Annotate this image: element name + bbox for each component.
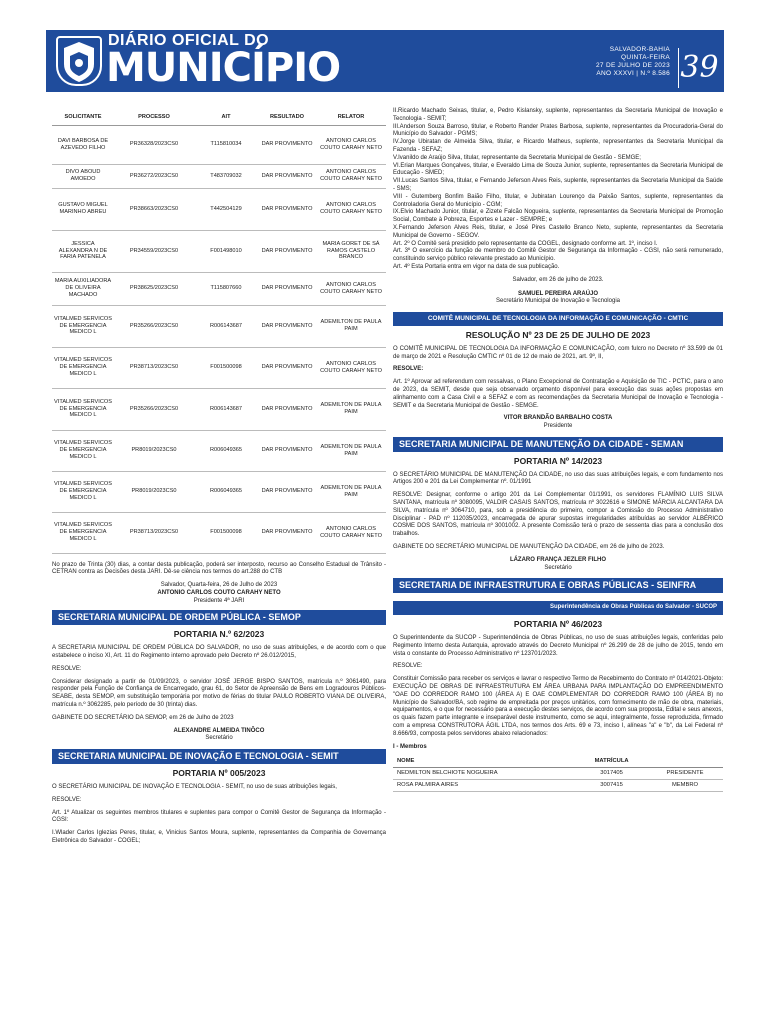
table-cell: PR38713/2023CS0 [114, 347, 194, 388]
table-cell: PR38713/2023CS0 [114, 512, 194, 553]
semop-intro: A SECRETARIA MUNICIPAL DE ORDEM PÚBLICA DO SALVADOR, no uso de suas atribuições, e de acordo com o que estabelece o inciso XI, Art. 11 do Regimento interno aprovado pelo Decreto nº 26.012/2015, [52, 645, 386, 660]
cmtic-resolve: RESOLVE: [393, 366, 424, 373]
table-cell: T442504129 [194, 188, 258, 230]
table-cell: DAR PROVIMENTO [258, 430, 316, 471]
table-cell: ANTONIO CARLOS COUTO CARAHY NETO [316, 347, 386, 388]
table-cell: R006049365 [194, 430, 258, 471]
table-cell: PR8019/2023CS0 [114, 471, 194, 512]
cmtic-resolution-title: RESOLUÇÃO Nº 23 DE 25 DE JULHO DE 2023 [465, 329, 651, 340]
semit-member-items [393, 108, 723, 241]
table-row [52, 164, 386, 188]
masthead-top-title: DIÁRIO OFICIAL DO [108, 32, 270, 49]
table-cell: R006049365 [194, 471, 258, 512]
jari-column-header: RESULTADO [258, 110, 316, 125]
members-label: I - Membros [393, 743, 427, 750]
table-cell: DAR PROVIMENTO [258, 347, 316, 388]
table-row [52, 512, 386, 553]
semit-role: Secretário Municipal de Inovação e Tecnologia [496, 298, 620, 305]
semit-intro: O SECRETÁRIO MUNICIPAL DE INOVAÇÃO E TECNOLOGIA - SEMIT, no uso de suas atribuições legais, [52, 784, 337, 791]
table-cell: PR36328/2023CS0 [114, 125, 194, 164]
members-column-header: MATRÍCULA [576, 756, 647, 768]
seman-section-bar: SECRETARIA MUNICIPAL DE MANUTENÇÃO DA CIDADE - SEMAN [393, 437, 723, 452]
table-cell: VITALMED SERVICOS DE EMERGENCIA MEDICO L [52, 512, 114, 553]
table-cell: DAR PROVIMENTO [258, 471, 316, 512]
table-cell: ANTONIO CARLOS COUTO CARAHY NETO [316, 188, 386, 230]
table-cell: MARIA AUXILIADORA DE OLIVEIRA MACHADO [52, 272, 114, 305]
semop-place: GABINETE DO SECRETÁRIO DA SEMOP, em 26 de Julho de 2023 [52, 714, 234, 721]
seman-intro: O SECRETÁRIO MUNICIPAL DE MANUTENÇÃO DA CIDADE, no uso das suas atribuições legais, e com fundamento nos Artigos 200 e 201 da Lei Complementar nº. 01/1991 [393, 471, 723, 486]
table-cell: R006143687 [194, 305, 258, 347]
city-coat-of-arms-icon [56, 36, 102, 86]
table-cell: ADEMILTON DE PAULA PAIM [316, 430, 386, 471]
table-cell: ADEMILTON DE PAULA PAIM [316, 471, 386, 512]
table-cell: DIVO ABOUD AMOEDO [52, 164, 114, 188]
table-cell: VITALMED SERVICOS DE EMERGENCIA MEDICO L [52, 471, 114, 512]
jari-signer: ANTONIO CARLOS COUTO CARAHY NETO [157, 589, 281, 596]
table-cell: ANTONIO CARLOS COUTO CARAHY NETO [316, 125, 386, 164]
semit-article-3: Art. 3º O exercício da função de membro do Comitê Gestor de Segurança da Informação - CGSI, não será remunerado, constituindo serviço público relevante prestado ao Município. [393, 248, 723, 263]
jari-column-header: PROCESSO [114, 110, 194, 125]
seman-signer: LÁZARO FRANÇA JEZLER FILHO [509, 556, 607, 563]
jari-place-date: Salvador, Quarta-feira, 26 de Julho de 2023 [160, 582, 278, 589]
members-column-header [647, 756, 723, 768]
table-row [52, 188, 386, 230]
jari-results-table [52, 110, 386, 554]
list-item: X.Fernando Jeferson Alves Reis, titular, e José Pires Castello Branco Neto, suplente, representantes da Secretaria Municipal de Governo - SEGOV. [393, 224, 723, 239]
table-cell: VITALMED SERVICOS DE EMERGENCIA MEDICO L [52, 347, 114, 388]
table-cell: F001498010 [194, 230, 258, 272]
list-item: VIII - Gutemberg Bonfim Baião Filho, titular, e Jubiratan Lourenço da Paixão Santos, suplente, representantes da Controladoria Geral do Município - CGM; [393, 193, 723, 208]
table-cell: PR38625/2023CS0 [114, 272, 194, 305]
right-column [393, 108, 723, 792]
table-cell: DAVI BARBOSA DE AZEVEDO FILHO [52, 125, 114, 164]
list-item: VI.Erian Marques Gonçalves, titular, e Everaldo Lima de Souza Junior, suplente, representantes da Secretaria Municipal de Educação - SMED; [393, 162, 723, 177]
table-cell: ANTONIO CARLOS COUTO CARAHY NETO [316, 272, 386, 305]
jari-column-header: RELATOR [316, 110, 386, 125]
jari-column-header: AIT [194, 110, 258, 125]
table-row [52, 305, 386, 347]
table-row [393, 768, 723, 780]
page-number: 39 [678, 48, 720, 88]
cmtic-intro: O COMITÊ MUNICIPAL DE TECNOLOGIA DA INFORMAÇÃO E COMUNICAÇÃO, com fulcro no Decreto nº 33.599 de 01 de março de 2021 e Resolução CMTIC nº 01 de 12 de maio de 2021, art. 9º, II, [393, 345, 723, 360]
table-cell: DAR PROVIMENTO [258, 272, 316, 305]
semit-article-4: Art. 4º Esta Portaria entra em vigor na data de sua publicação. [393, 263, 560, 270]
semop-portaria-title: PORTARIA N.º 62/2023 [173, 629, 265, 640]
semop-role: Secretário [205, 735, 233, 742]
sucop-subsection-bar: Superintendência de Obras Públicas do Salvador - SUCOP [393, 601, 723, 615]
members-column-header: NOME [393, 756, 576, 768]
jari-column-header: SOLICITANTE [52, 110, 114, 125]
seman-portaria-title: PORTARIA Nº 14/2023 [513, 455, 603, 466]
semit-article-2: Art. 2º O Comitê será presidido pelo representante da COGEL, designado conforme art. 1º, inciso I. [393, 240, 658, 247]
table-cell: ANTONIO CARLOS COUTO CARAHY NETO [316, 164, 386, 188]
table-cell: JESSICA ALEXANDRA N DE FARIA PATENELA [52, 230, 114, 272]
table-cell: PR36272/2023CS0 [114, 164, 194, 188]
edition-number: ANO XXXVI | N.º 8.586 [596, 70, 670, 77]
table-cell: DAR PROVIMENTO [258, 305, 316, 347]
table-cell: DAR PROVIMENTO [258, 230, 316, 272]
table-cell: PR34559/2023CS0 [114, 230, 194, 272]
table-cell: PRESIDENTE [647, 768, 723, 780]
table-cell: PR8019/2023CS0 [114, 430, 194, 471]
list-item: V.Ivanildo de Araújo Silva, titular, representante da Secretaria Municipal de Gestão - SEMGE; [393, 154, 641, 161]
semit-portaria-title: PORTARIA Nº 005/2023 [172, 768, 266, 779]
jari-notice: No prazo de Trinta (30) dias, a contar desta publicação, poderá ser interposto, recurso ao Conselho Estadual de Trânsito - CETRAN contra as Decisões desta JARI. Dê-se ciência nos termos do art.288 do CTB [52, 561, 386, 576]
table-cell: T115810034 [194, 125, 258, 164]
jari-table-header [52, 110, 386, 125]
table-row [52, 347, 386, 388]
cmtic-role: Presidente [543, 423, 573, 430]
table-cell: DAR PROVIMENTO [258, 164, 316, 188]
semit-item-1: I.Wlader Carlos Iglezias Peres, titular, e, Vinicius Santos Moura, suplente, representantes da Companhia de Governança Eletrônica do Salvador - COGEL; [52, 830, 386, 845]
edition-info [596, 46, 670, 78]
left-column [52, 110, 386, 851]
list-item: VII.Lucas Santos Silva, titular, e Fernando Jeferson Alves Reis, suplente, representantes da Secretaria Municipal da Saúde - SMS; [393, 178, 723, 192]
table-cell: F001500098 [194, 347, 258, 388]
edition-date: 27 DE JULHO DE 2023 [596, 62, 670, 69]
semit-section-bar: SECRETARIA MUNICIPAL DE INOVAÇÃO E TECNOLOGIA - SEMIT [52, 749, 386, 764]
members-table [393, 756, 723, 792]
table-cell: MEMBRO [647, 780, 723, 792]
edition-city: SALVADOR-BAHIA [609, 46, 670, 53]
cmtic-article-1: Art. 1º Aprovar ad referendum com ressalvas, o Plano Excepcional de Contratação e Aquisição de TIC - PCTIC, para o ano de 2023, da SEMIT, desde que seja observado orçamento disponível para execução das suas ações propostas em alinhamento com a Casa Civil e a SEFAZ e com as recomendações da Secretaria Municipal de Inovação e Tecnologia - SEMIT e da Secretaria Municipal de Gestão - SEMGE. [393, 379, 723, 409]
list-item: IX.Elvio Machado Junior, titular, e Zizete Falcão Nogueira, suplente, representantes da Secretaria Municipal de Promoção Social, Combate à Pobreza, Esportes e Lazer - SEMPRE; e [393, 209, 723, 224]
table-cell: ADEMILTON DE PAULA PAIM [316, 305, 386, 347]
table-row [52, 388, 386, 430]
table-cell: T483709032 [194, 164, 258, 188]
semit-article-1: Art. 1º Atualizar os seguintes membros titulares e suplentes para compor o Comitê Gestor de Segurança da Informação - CGSI: [52, 809, 386, 824]
table-cell: 3017405 [576, 768, 647, 780]
table-cell: DAR PROVIMENTO [258, 188, 316, 230]
table-row [393, 780, 723, 792]
table-cell: DAR PROVIMENTO [258, 388, 316, 430]
table-cell: DAR PROVIMENTO [258, 512, 316, 553]
sucop-resolve: RESOLVE: [393, 663, 423, 670]
table-cell: 3007415 [576, 780, 647, 792]
list-item: II.Ricardo Machado Seixas, titular, e, Pedro Kislansky, suplente, representantes da Secretaria Municipal de Inovação e Tecnologia - SEMIT; [393, 108, 723, 122]
semop-resolve: RESOLVE: [52, 665, 82, 672]
table-cell: ROSA PALMIRA AIRES [393, 780, 576, 792]
table-cell: VITALMED SERVICOS DE EMERGENCIA MEDICO L [52, 388, 114, 430]
jari-table-body [52, 125, 386, 553]
table-cell: MARIA GORET DE SÁ RAMOS CASTELO BRANCO [316, 230, 386, 272]
edition-weekday: QUINTA-FEIRA [621, 54, 670, 61]
semit-resolve: RESOLVE: [52, 796, 82, 803]
table-cell: PR35266/2023CS0 [114, 388, 194, 430]
table-cell: DAR PROVIMENTO [258, 125, 316, 164]
table-cell: VITALMED SERVICOS DE EMERGENCIA MEDICO L [52, 430, 114, 471]
table-row [52, 272, 386, 305]
table-cell: R006143687 [194, 388, 258, 430]
table-row [52, 125, 386, 164]
semop-section-bar: SECRETARIA MUNICIPAL DE ORDEM PÚBLICA - SEMOP [52, 610, 386, 625]
seinfra-section-bar: SECRETARIA DE INFRAESTRUTURA E OBRAS PÚBLICAS - SEINFRA [393, 578, 723, 593]
semit-date: Salvador, em 26 de julho de 2023. [512, 276, 604, 283]
list-item: IV.Jorge Ubiratan de Almeida Silva, titular, e Ricardo Matheus, suplente, representantes da Secretaria Municipal da Fazenda - SEFAZ; [393, 139, 723, 153]
list-item: III.Anderson Souza Barroso, titular, e Roberto Rander Prates Barbosa, suplente, representantes da Procuradoria-Geral do Município do Salvador - PGMS; [393, 123, 723, 138]
sucop-body: Constituir Comissão para receber os serviços e lavrar o respectivo Termo de Recebimento do Contrato nº 014/2021-Objeto: EXECUÇÃO DE OBRAS DE INFRAESTRUTURA EM ÁREA URBANA PARA IMPLANTAÇÃO DO EMPREENDIMENTO "OAE DO CORREDOR RAMO 100 (ÁREA A) E OAE COMPLEMENTAR DO CORREDOR RAMO 100 (ÁREA B) no Município de Salvador/BA, sob regime de empreitada por preços unitários, com fornecimento de mão de obra, materiais, equipamentos, e o que for necessário para a execução destes serviços, de acordo com sua proposta, Edital e seus anexos, os quais fazem parte integrante e inseparável deste instrumento, como se aqui, integralmente, fosse reproduzida, firmado com a empresa CONSTRUTORA ÁGIL LTDA, nos termos dos Arts. 69 e 73, inciso I, alíneas "a" e "b", da Lei Federal nº 8.666/93, composta pelos servidores abaixo relacionados: [393, 676, 723, 737]
seman-role: Secretário [544, 564, 572, 571]
masthead-main-title: MUNICÍPIO [106, 45, 341, 91]
table-row [52, 230, 386, 272]
table-cell: PR35266/2023CS0 [114, 305, 194, 347]
table-cell: T115807660 [194, 272, 258, 305]
members-table-header [393, 756, 723, 768]
semop-signer: ALEXANDRE ALMEIDA TINÔCO [173, 727, 265, 734]
jari-role: Presidente 4ª JARI [193, 597, 245, 604]
table-row [52, 471, 386, 512]
sucop-intro: O Superintendente da SUCOP - Superintendência de Obras Públicas, no uso de suas atribuições legais, conferidas pelo Regimento Interno desta Autarquia, aprovado através do Decreto Municipal nº 26.299 de 28 de julho de 2015, tendo em vista o constante do Processo Administrativo nº 123701/2023. [393, 635, 723, 657]
members-table-body [393, 768, 723, 792]
semit-signer: SAMUEL PEREIRA ARAÚJO [517, 290, 599, 297]
table-cell: VITALMED SERVICOS DE EMERGENCIA MEDICO L [52, 305, 114, 347]
cmtic-signer: VITOR BRANDÃO BARBALHO COSTA [503, 415, 613, 422]
seman-body: RESOLVE: Designar, conforme o artigo 201 da Lei Complementar 01/1991, os servidores FLAMÍNIO LUIS SILVA SANTANA, matrícula nº 3080095, VALDIR CASAIS SANTOS, matrícula nº 3022616 e SIMONE MÁRCIA ALCANTARA DA SILVA, matrícula nº 3064710, para, sob a presidência do primeiro, compor a Comissão do Processo Administrativo Disciplinar - PAD nº 112035/2023, encarregada de apurar supostas irregularidades atribuídas ao servidor ALBÉRICO COSME DOS SANTOS, matrícula nº 3001002. A presente Comissão terá o prazo de sessenta dias para a conclusão dos trabalhos. [393, 492, 723, 538]
semop-body: Considerar designado a partir de 01/09/2023, o servidor JOSÉ JERGE BISPO SANTOS, matrícula n.º 3061490, para responder pela Função de Confiança de Encarregado, grau 61, do Setor de Apreensão de Bens em Logradouros Públicos- SEABE, desta SEMOP, em substituição temporária por motivo de férias do titular PAULO ROBERTO VIANA DE OLIVEIRA, matrícula n.º 3062285, pelo período de 30 (trinta) dias. [52, 678, 386, 709]
table-row [52, 430, 386, 471]
cmtic-section-bar: COMITÊ MUNICIPAL DE TECNOLOGIA DA INFORMAÇÃO E COMUNICAÇÃO - CMTIC [393, 312, 723, 326]
seman-place: GABINETE DO SECRETÁRIO MUNICIPAL DE MANUTENÇÃO DA CIDADE, em 26 de julho de 2023. [393, 544, 665, 551]
table-cell: GUSTAVO MIGUEL MARINHO ABREU [52, 188, 114, 230]
table-cell: ADEMILTON DE PAULA PAIM [316, 388, 386, 430]
table-cell: F001500098 [194, 512, 258, 553]
sucop-portaria-title: PORTARIA Nº 46/2023 [513, 619, 603, 630]
table-cell: NEDMILTON BELCHIOTE NOGUEIRA [393, 768, 576, 780]
table-cell: PR38663/2023CS0 [114, 188, 194, 230]
table-cell: ANTONIO CARLOS COUTO CARAHY NETO [316, 512, 386, 553]
